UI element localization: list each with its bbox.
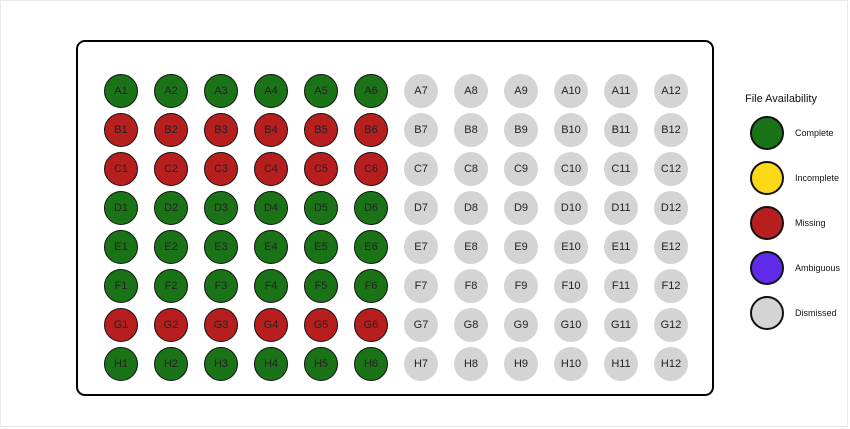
well-E3[interactable]: E3 [204,230,238,264]
legend-title: File Availability [745,93,817,105]
well-B5[interactable]: B5 [304,113,338,147]
well-A12[interactable]: A12 [654,74,688,108]
well-B8[interactable]: B8 [454,113,488,147]
well-G3[interactable]: G3 [204,308,238,342]
well-C10[interactable]: C10 [554,152,588,186]
well-H8[interactable]: H8 [454,347,488,381]
well-F10[interactable]: F10 [554,269,588,303]
well-G8[interactable]: G8 [454,308,488,342]
well-B4[interactable]: B4 [254,113,288,147]
well-B6[interactable]: B6 [354,113,388,147]
well-H6[interactable]: H6 [354,347,388,381]
well-F7[interactable]: F7 [404,269,438,303]
well-F9[interactable]: F9 [504,269,538,303]
well-C8[interactable]: C8 [454,152,488,186]
well-H3[interactable]: H3 [204,347,238,381]
well-F12[interactable]: F12 [654,269,688,303]
well-D6[interactable]: D6 [354,191,388,225]
well-A6[interactable]: A6 [354,74,388,108]
well-A1[interactable]: A1 [104,74,138,108]
well-A7[interactable]: A7 [404,74,438,108]
well-D9[interactable]: D9 [504,191,538,225]
legend-swatch-ambiguous [750,251,784,285]
well-G1[interactable]: G1 [104,308,138,342]
well-D1[interactable]: D1 [104,191,138,225]
well-C3[interactable]: C3 [204,152,238,186]
well-E6[interactable]: E6 [354,230,388,264]
well-B1[interactable]: B1 [104,113,138,147]
well-A9[interactable]: A9 [504,74,538,108]
well-H4[interactable]: H4 [254,347,288,381]
well-F5[interactable]: F5 [304,269,338,303]
well-A5[interactable]: A5 [304,74,338,108]
well-F1[interactable]: F1 [104,269,138,303]
legend-swatch-dismissed [750,296,784,330]
well-F8[interactable]: F8 [454,269,488,303]
well-A11[interactable]: A11 [604,74,638,108]
well-H9[interactable]: H9 [504,347,538,381]
well-B2[interactable]: B2 [154,113,188,147]
well-H5[interactable]: H5 [304,347,338,381]
well-C5[interactable]: C5 [304,152,338,186]
well-G2[interactable]: G2 [154,308,188,342]
well-plate [76,40,714,396]
well-E7[interactable]: E7 [404,230,438,264]
well-B12[interactable]: B12 [654,113,688,147]
legend-swatch-missing [750,206,784,240]
well-G10[interactable]: G10 [554,308,588,342]
well-E1[interactable]: E1 [104,230,138,264]
well-C6[interactable]: C6 [354,152,388,186]
well-G4[interactable]: G4 [254,308,288,342]
well-D7[interactable]: D7 [404,191,438,225]
well-F11[interactable]: F11 [604,269,638,303]
legend-swatch-incomplete [750,161,784,195]
legend-label-dismissed: Dismissed [795,308,837,318]
well-D12[interactable]: D12 [654,191,688,225]
well-C12[interactable]: C12 [654,152,688,186]
well-D10[interactable]: D10 [554,191,588,225]
well-G12[interactable]: G12 [654,308,688,342]
well-B7[interactable]: B7 [404,113,438,147]
well-F4[interactable]: F4 [254,269,288,303]
well-D4[interactable]: D4 [254,191,288,225]
well-H12[interactable]: H12 [654,347,688,381]
well-D8[interactable]: D8 [454,191,488,225]
well-C11[interactable]: C11 [604,152,638,186]
well-A2[interactable]: A2 [154,74,188,108]
legend-label-ambiguous: Ambiguous [795,263,841,273]
well-F2[interactable]: F2 [154,269,188,303]
well-E10[interactable]: E10 [554,230,588,264]
well-H7[interactable]: H7 [404,347,438,381]
well-E2[interactable]: E2 [154,230,188,264]
legend-label-missing: Missing [795,218,826,228]
well-E8[interactable]: E8 [454,230,488,264]
well-D5[interactable]: D5 [304,191,338,225]
well-B9[interactable]: B9 [504,113,538,147]
well-C7[interactable]: C7 [404,152,438,186]
well-E4[interactable]: E4 [254,230,288,264]
well-D3[interactable]: D3 [204,191,238,225]
well-F6[interactable]: F6 [354,269,388,303]
well-G6[interactable]: G6 [354,308,388,342]
legend-swatch-complete [750,116,784,150]
well-G9[interactable]: G9 [504,308,538,342]
legend-label-incomplete: Incomplete [795,173,840,183]
well-H2[interactable]: H2 [154,347,188,381]
well-D11[interactable]: D11 [604,191,638,225]
well-C2[interactable]: C2 [154,152,188,186]
well-H11[interactable]: H11 [604,347,638,381]
well-E12[interactable]: E12 [654,230,688,264]
well-A8[interactable]: A8 [454,74,488,108]
well-F3[interactable]: F3 [204,269,238,303]
well-B11[interactable]: B11 [604,113,638,147]
well-H1[interactable]: H1 [104,347,138,381]
well-A3[interactable]: A3 [204,74,238,108]
well-G5[interactable]: G5 [304,308,338,342]
well-C4[interactable]: C4 [254,152,288,186]
well-E9[interactable]: E9 [504,230,538,264]
well-H10[interactable]: H10 [554,347,588,381]
well-A10[interactable]: A10 [554,74,588,108]
well-E11[interactable]: E11 [604,230,638,264]
legend-label-complete: Complete [795,128,834,138]
well-C9[interactable]: C9 [504,152,538,186]
well-B10[interactable]: B10 [554,113,588,147]
well-D2[interactable]: D2 [154,191,188,225]
well-B3[interactable]: B3 [204,113,238,147]
well-A4[interactable]: A4 [254,74,288,108]
well-E5[interactable]: E5 [304,230,338,264]
well-G11[interactable]: G11 [604,308,638,342]
well-C1[interactable]: C1 [104,152,138,186]
well-G7[interactable]: G7 [404,308,438,342]
